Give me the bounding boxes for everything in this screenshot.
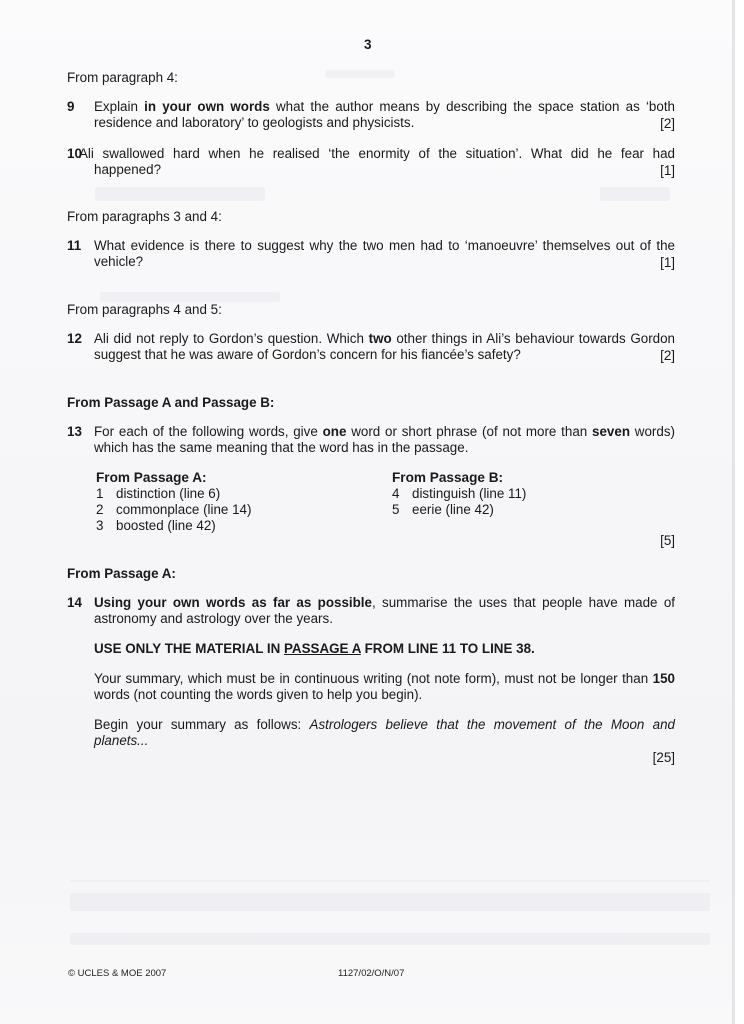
question-text: astronomy and astrology over the years.: [94, 611, 333, 626]
question-text: residence and laboratory’ to geologists and physicists.: [94, 115, 415, 130]
question-text: vehicle?: [94, 254, 144, 269]
question-text: which has the same meaning that the word has in the passage.: [94, 440, 469, 455]
marks: [2]: [660, 116, 675, 131]
question-13: [0, 424, 744, 554]
list-item: 5 eerie (line 42): [392, 502, 494, 517]
question-text: Using your own words as far as possible, summarise the uses that people have made of: [94, 595, 675, 610]
copyright-notice: © UCLES & MOE 2007: [68, 968, 167, 979]
question-text: happened?: [94, 162, 162, 177]
list-item: 1 distinction (line 6): [96, 486, 221, 501]
question-text: suggest that he was aware of Gordon’s concern for his fiancée’s safety?: [94, 347, 521, 362]
question-number: 13: [67, 424, 82, 439]
summary-start-paragraph: Begin your summary as follows: Astrologers believe that the movement of the Moon and planets...: [94, 717, 675, 748]
question-text: For each of the following words, give one word or short phrase (of not more than seven words): [94, 424, 675, 439]
show-through-mark: [95, 187, 265, 201]
passage-b-heading: From Passage B:: [392, 470, 504, 485]
marks: [1]: [660, 255, 675, 270]
marks: [5]: [660, 533, 675, 548]
section-heading: From paragraphs 3 and 4:: [67, 209, 222, 224]
list-item: 2 commonplace (line 14): [96, 502, 252, 517]
question-14: [0, 595, 744, 775]
question-number: 9: [67, 99, 75, 114]
instruction: USE ONLY THE MATERIAL IN PASSAGE A FROM LINE 11 TO LINE 38.: [94, 641, 535, 656]
marks: [1]: [660, 163, 675, 178]
passage-a-word-list: [96, 470, 346, 534]
marks: [25]: [652, 750, 675, 765]
show-through-mark: [100, 292, 280, 302]
section-heading: From paragraph 4:: [67, 70, 178, 85]
page-number: 3: [364, 37, 372, 52]
list-item: 3 boosted (line 42): [96, 518, 216, 533]
question-text: Ali swallowed hard when he realised ‘the enormity of the situation’. What did he fear had: [79, 146, 675, 161]
section-heading: From Passage A:: [67, 566, 176, 581]
section-heading: From paragraphs 4 and 5:: [67, 302, 222, 317]
section-heading: From Passage A and Passage B:: [67, 395, 275, 410]
show-through-mark: [70, 880, 710, 882]
scan-margin: [735, 0, 744, 1024]
marks: [2]: [660, 348, 675, 363]
show-through-mark: [70, 933, 710, 945]
question-12: [0, 331, 744, 365]
question-number: 10: [67, 146, 82, 161]
word-limit-paragraph: Your summary, which must be in continuous writing (not note form), must not be longer than 150 words (not counting the words given to help you begin).: [94, 671, 675, 702]
list-item: 4 distinguish (line 11): [392, 486, 527, 501]
question-10: [0, 146, 744, 180]
show-through-mark: [600, 187, 670, 201]
question-number: 14: [67, 595, 82, 610]
show-through-mark: [325, 70, 395, 78]
question-text: Explain in your own words what the author means by describing the space station as ‘both: [94, 99, 675, 114]
show-through-mark: [70, 893, 710, 911]
question-11: [0, 238, 744, 272]
question-number: 12: [67, 331, 82, 346]
question-text: Ali did not reply to Gordon’s question. Which two other things in Ali’s behaviour towards Gordon: [94, 331, 676, 346]
question-number: 11: [67, 238, 82, 253]
paper-code: 1127/02/O/N/07: [338, 968, 405, 979]
question-9: [0, 99, 744, 133]
passage-a-heading: From Passage A:: [96, 470, 207, 485]
question-text: What evidence is there to suggest why the two men had to ‘manoeuvre’ themselves out of the: [94, 238, 675, 253]
passage-b-word-list: [392, 470, 642, 518]
